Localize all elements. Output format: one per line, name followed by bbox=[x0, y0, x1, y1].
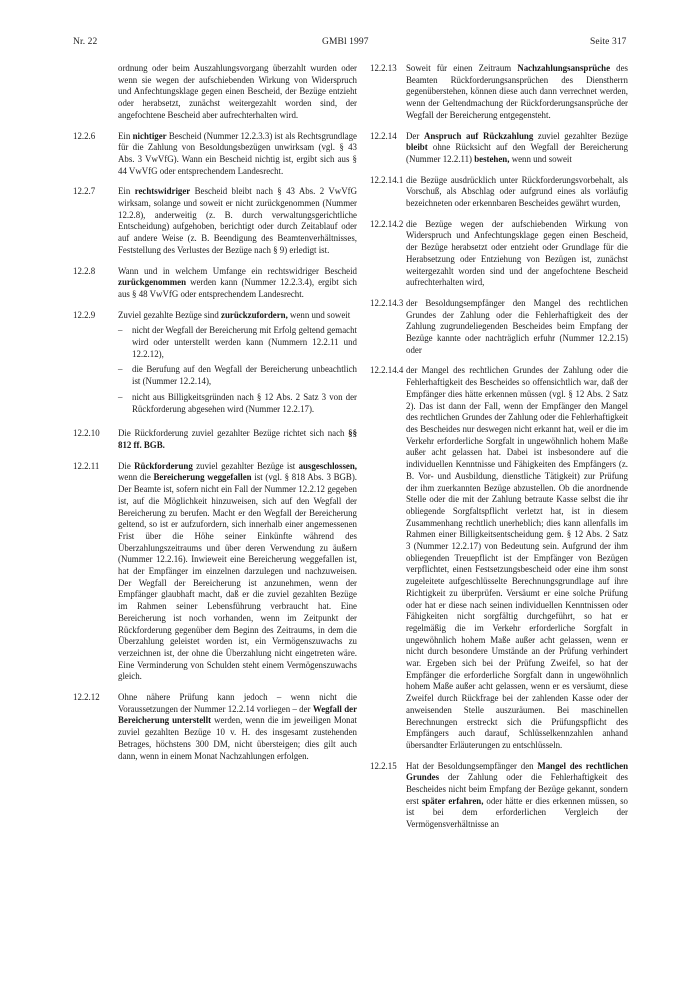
paragraph-text: Die Rückforderung zuviel gezahlter Bezüge ist ausgeschlossen, wenn die Bereicherung weggefallen ist (vgl. § 818 Abs. 3 BGB). Der Beamte ist, sofern nicht ein Fall der Nummer 12.2.12 gegeben ist, auf die Möglichkeit hinzuweisen, sich auf den Wegfall der Bereicherung zu berufen. Macht er den Wegfall der Bereicherung geltend, so ist er aufzufordern, sich innerhalb einer angemessenen Frist über die Höhe seiner Einkünfte während des Überzahlungszeitraums und über deren Verwendung zu äußern (Nummer 12.2.16). Inwieweit eine Bereicherung weggefallen ist, hat der Empfänger im einzelnen darzulegen und nachzuweisen. Der Wegfall der Bereicherung ist anzunehmen, wenn der Empfänger glaubhaft macht, daß er die zuviel gezahlten Bezüge im Rahmen seiner Lebensführung verbraucht hat. Eine Bereicherung ist noch vorhanden, wenn im Zeitpunkt der Rückforderung gegenüber dem Beginn des Zeitraums, in dem die Überzahlung geleistet worden ist, ein Vermögenszuwachs zu verzeichnen ist, der ohne die Überzahlung nicht eingetreten wäre. Eine Verminderung von Schulden steht einem Vermögenszuwachs gleich. bbox=[118, 460, 357, 682]
paragraph-text: Zuviel gezahlte Bezüge sind zurückzufordern, wenn und soweit – nicht der Wegfall der Bereicherung mit Erfolg geltend gemacht wird oder unterstellt werden kann (Nummern 12.2.11 und 12.2.12), – die Berufung auf den Wegfall der Bereicherung unbeachtlich ist (Nummer 12.2.14), – nicht aus Billigkeitsgründen nach § 12 Abs. 2 Satz 3 von der Rückforderung abgesehen wird (Nummer 12.2.17). bbox=[118, 309, 357, 414]
paragraph-12-2-14-1 bbox=[370, 175, 628, 210]
paragraph-text: die Bezüge wegen der aufschiebenden Wirkung von Widerspruch und Anfechtungsklage gegen einen Bescheid, der Bezüge herabsetzt oder entzieht oder Grundlage für die Herabsetzung oder Entziehung von Bezügen ist, zunächst weitergezahlt worden sind und der angefochtene Bescheid aufrechterhalten wird, bbox=[406, 218, 628, 288]
paragraph-12-2-13 bbox=[370, 63, 628, 122]
paragraph-number: 12.2.6 bbox=[73, 130, 96, 141]
paragraph-12-2-7 bbox=[73, 186, 357, 256]
paragraph-12-2-12 bbox=[73, 692, 357, 762]
page-number: Seite 317 bbox=[590, 37, 627, 47]
issue-number: Nr. 22 bbox=[73, 37, 98, 47]
left-column bbox=[73, 63, 357, 771]
paragraph-number: 12.2.10 bbox=[73, 428, 100, 439]
paragraph-12-2-9 bbox=[73, 310, 357, 420]
list-item: – nicht aus Billigkeitsgründen nach § 12 Abs. 2 Satz 3 von der Rückforderung abgesehen wird (Nummer 12.2.17). bbox=[118, 391, 357, 414]
paragraph-12-2-10 bbox=[73, 428, 357, 451]
paragraph-12-2-15 bbox=[370, 761, 628, 831]
paragraph-number: 12.2.11 bbox=[73, 460, 100, 471]
paragraph-12-2-14-4 bbox=[370, 365, 628, 751]
paragraph-number: 12.2.13 bbox=[370, 63, 397, 73]
paragraph-12-2-14-2 bbox=[370, 219, 628, 289]
condition-list bbox=[118, 325, 357, 415]
paragraph-number: 12.2.8 bbox=[73, 265, 96, 276]
paragraph-12-2-14 bbox=[370, 131, 628, 166]
paragraph-number: 12.2.14.4 bbox=[370, 365, 404, 376]
journal-title: GMBl 1997 bbox=[322, 37, 369, 47]
paragraph-continuation: ordnung oder beim Auszahlungsvorgang überzahlt wurden oder wenn sie wegen der aufschiebenden Wirkung von Widerspruch und Anfechtungsklage gegen einen Bescheid, der Bezüge entzieht oder herabsetzt, zunächst weitergezahlt worden sind, der angefochtene Bescheid aber aufrechterhalten wird. bbox=[118, 63, 357, 120]
paragraph-number: 12.2.14 bbox=[370, 130, 397, 141]
paragraph-12-2-8 bbox=[73, 266, 357, 301]
paragraph-text: der Mangel des rechtlichen Grundes der Zahlung oder die Fehlerhaftigkeit des Bescheides so offensichtlich war, daß der Empfänger dies hätte erkennen müssen (vgl. § 12 Abs. 2 Satz 2). Das ist dann der Fall, wenn der Empfänger den Mangel des rechtlichen Grundes der Zahlung oder die Fehlerhaftigkeit des Bescheides nur deswegen nicht erkannt hat, weil er die im Verkehr erforderliche Sorgfalt in ungewöhnlich hohem Maße außer acht gelassen hat. Dabei ist insbesondere auf die individuellen Kenntnisse und Fähigkeiten des Empfängers (z. B. Vor- und Ausbildung, dienstliche Tätigkeit) zur Prüfung der ihm zuerkannten Bezüge abzustellen. Ob die anordnende Stelle oder die mit der Zahlung betraute Kasse selbst die ihr obliegende Sorgfaltspflicht verletzt hat, ist in diesem Zusammenhang rechtlich unerheblich; dies kann allenfalls im Rahmen einer Billigkeitsentscheidung gem. § 12 Abs. 2 Satz 3 (Nummer 12.2.17) von Bedeutung sein. Aufgrund der ihm obliegenden Treuepflicht ist der Empfänger von Bezügen verpflichtet, einen Festsetzungsbescheid oder eine ihm sonst zugeleitete aufgeschlüsselte Berechnungsgrundlage auf ihre Richtigkeit zu überprüfen. Versäumt er eine solche Prüfung oder hat er diese nach seinen individuellen Kenntnissen oder Fähigkeiten nicht sorgfältig durchgeführt, so hat er regelmäßig die im Verkehr erforderliche Sorgfalt in ungewöhnlich hohem Maße außer acht gelassen, wenn er nicht durch besondere Umstände an der Prüfung verhindert war. Ergeben sich bei der Prüfung Zweifel, so hat der Empfänger die erforderliche Sorgfalt dann in ungewöhnlich hohem Maße außer acht gelassen, wenn er es versäumt, diese Zweifel durch Rückfrage bei der zahlenden Kasse oder der anweisenden Stelle auszuräumen. Bei maschinellen Berechnungen erstreckt sich die Prüfungspflicht des Empfängers auch darauf, Schlüsselkennzahlen anhand übersandter Erläuterungen zu entschlüsseln. bbox=[406, 365, 628, 750]
paragraph-12-2-14-3 bbox=[370, 298, 628, 357]
right-column bbox=[370, 63, 628, 840]
paragraph-text: Wann und in welchem Umfange ein rechtswidriger Bescheid zurückgenommen werden kann (Nummer 12.2.3.4), ergibt sich aus § 48 VwVfG oder entsprechendem Landesrecht. bbox=[118, 265, 357, 299]
paragraph-text: die Bezüge ausdrücklich unter Rückforderungsvorbehalt, als Vorschuß, als Abschlag oder aufgrund eines als vorläufig bezeichneten oder erkennbaren Bescheides gewährt wurden, bbox=[406, 174, 628, 209]
paragraph-number: 12.2.9 bbox=[73, 309, 96, 320]
paragraph-text: Ein nichtiger Bescheid (Nummer 12.2.3.3) ist als Rechtsgrundlage für die Zahlung von Besoldungsbezügen unwirksam (vgl. § 43 Abs. 3 VwVfG). Wann ein Bescheid nichtig ist, ergibt sich aus § 44 VwVfG oder entsprechendem Landesrecht. bbox=[118, 130, 357, 176]
paragraph-text: Ohne nähere Prüfung kann jedoch – wenn nicht die Voraussetzungen der Nummer 12.2.14 vorliegen – der Wegfall der Bereicherung unterstellt werden, wenn die im jeweiligen Monat zuviel gezahlten Bezüge 10 v. H. des insgesamt zustehenden Betrages, höchstens 300 DM, nicht übersteigen; dies gilt auch dann, wenn in einem Monat Nachzahlungen erfolgen. bbox=[118, 692, 358, 761]
paragraph-number: 12.2.14.1 bbox=[370, 174, 404, 185]
list-item: – die Berufung auf den Wegfall der Bereicherung unbeachtlich ist (Nummer 12.2.14), bbox=[118, 364, 357, 387]
paragraph-text: Der Anspruch auf Rückzahlung zuviel gezahlter Bezüge bleibt ohne Rücksicht auf den Wegfall der Bereicherung (Nummer 12.2.11) bestehen, wenn und soweit bbox=[406, 130, 628, 164]
paragraph-text: Die Rückforderung zuviel gezahlter Bezüge richtet sich nach §§ 812 ff. BGB. bbox=[118, 428, 357, 450]
paragraph-number: 12.2.15 bbox=[370, 760, 397, 771]
paragraph-number: 12.2.14.2 bbox=[370, 218, 404, 229]
paragraph-text: Soweit für einen Zeitraum Nachzahlungsansprüche des Beamten Rückforderungsansprüchen des Dienstherrn gegenüberstehen, können diese auch dann verrechnet werden, wenn der Geltendmachung der Rückforderungsansprüche der Wegfall der Bereicherung entgegensteht. bbox=[406, 63, 628, 120]
paragraph-number: 12.2.14.3 bbox=[370, 297, 404, 308]
list-item: – nicht der Wegfall der Bereicherung mit Erfolg geltend gemacht wird oder unterstellt werden kann (Nummern 12.2.11 und 12.2.12), bbox=[118, 325, 357, 359]
paragraph-number: 12.2.12 bbox=[73, 692, 100, 703]
paragraph-text: Hat der Besoldungsempfänger den Mangel des rechtlichen Grundes der Zahlung oder die Fehlerhaftigkeit des Bescheides nicht beim Empfang der Bezüge gekannt, sondern erst später erfahren, oder hätte er dies erkennen müssen, so ist bei dem erforderlichen Vergleich der Vermögensverhältnisse an bbox=[406, 760, 628, 830]
paragraph-text: der Besoldungsempfänger den Mangel des rechtlichen Grundes der Zahlung oder die Fehlerhaftigkeit des der Zahlung zugrundeliegenden Bescheides beim Empfang der Bezüge kannte oder nachträglich erfuhr (Nummer 12.2.15) oder bbox=[406, 297, 628, 355]
paragraph-number: 12.2.7 bbox=[73, 186, 96, 197]
paragraph-12-2-11 bbox=[73, 461, 357, 683]
paragraph-text: Ein rechtswidriger Bescheid bleibt nach § 43 Abs. 2 VwVfG wirksam, solange und soweit er nicht zurückgenommen (Nummer 12.2.8), anderweitig (z. B. durch verwaltungsgerichtliche Entscheidung) aufgehoben, berichtigt oder durch Zeitablauf oder auf andere Weise (z. B. Beendigung des Beamtenverhältnisses, Feststellung des Verlustes der Bezüge nach § 9) erledigt ist. bbox=[118, 186, 357, 255]
paragraph-12-2-6 bbox=[73, 131, 357, 178]
